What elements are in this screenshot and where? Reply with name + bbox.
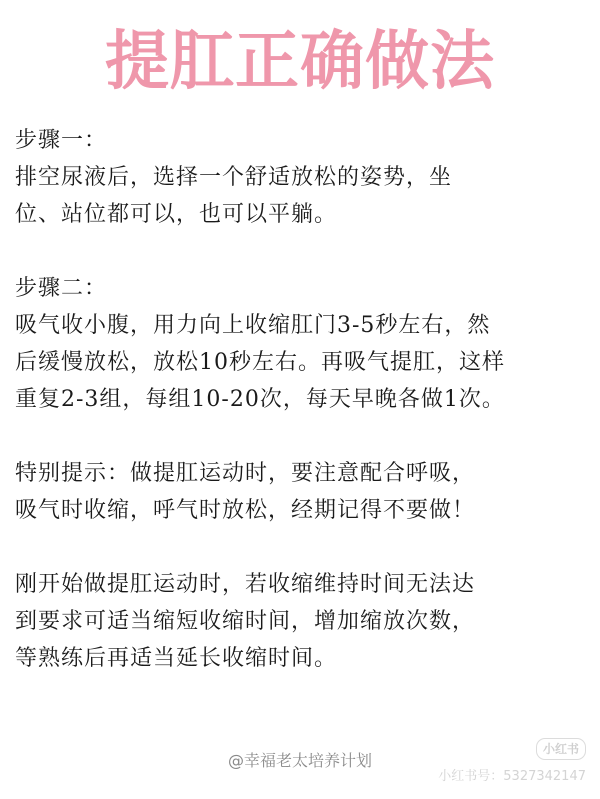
text-line: 等熟练后再适当延长收缩时间。 xyxy=(15,646,338,671)
text-line: 吸气收小腹，用力向上收缩肛门3-5秒左右，然 xyxy=(15,313,491,338)
step-two-heading: 步骤二： xyxy=(15,276,108,301)
text-line: 吸气时收缩，呼气时放松，经期记得不要做！ xyxy=(15,498,476,523)
text-line: 重复2-3组，每组10-20次，每天早晚各做1次。 xyxy=(15,387,505,412)
text-line: 位、站位都可以，也可以平躺。 xyxy=(15,202,338,227)
watermark-account-id: 小红书号：5327342147 xyxy=(438,769,586,784)
step-one-heading: 步骤一： xyxy=(15,128,108,153)
beginner-tip-paragraph xyxy=(15,566,575,677)
text-line: 后缓慢放松，放松10秒左右。再吸气提肛，这样 xyxy=(15,350,505,375)
text-line: 刚开始做提肛运动时，若收缩维持时间无法达 xyxy=(15,572,476,597)
special-tip-paragraph xyxy=(15,455,575,529)
page-title: 提肛正确做法 xyxy=(105,24,495,99)
watermark-logo: 小红书 xyxy=(536,738,586,760)
author-credit: @幸福老太培养计划 xyxy=(227,751,372,770)
text-line: 到要求可适当缩短收缩时间，增加缩放次数， xyxy=(15,609,476,634)
step-two-paragraph xyxy=(15,270,575,418)
article-body xyxy=(15,122,575,714)
watermark xyxy=(438,738,586,788)
text-line: 特别提示：做提肛运动时，要注意配合呼吸， xyxy=(15,461,476,486)
text-line: 排空尿液后，选择一个舒适放松的姿势，坐 xyxy=(15,165,453,190)
step-one-paragraph xyxy=(15,122,575,233)
